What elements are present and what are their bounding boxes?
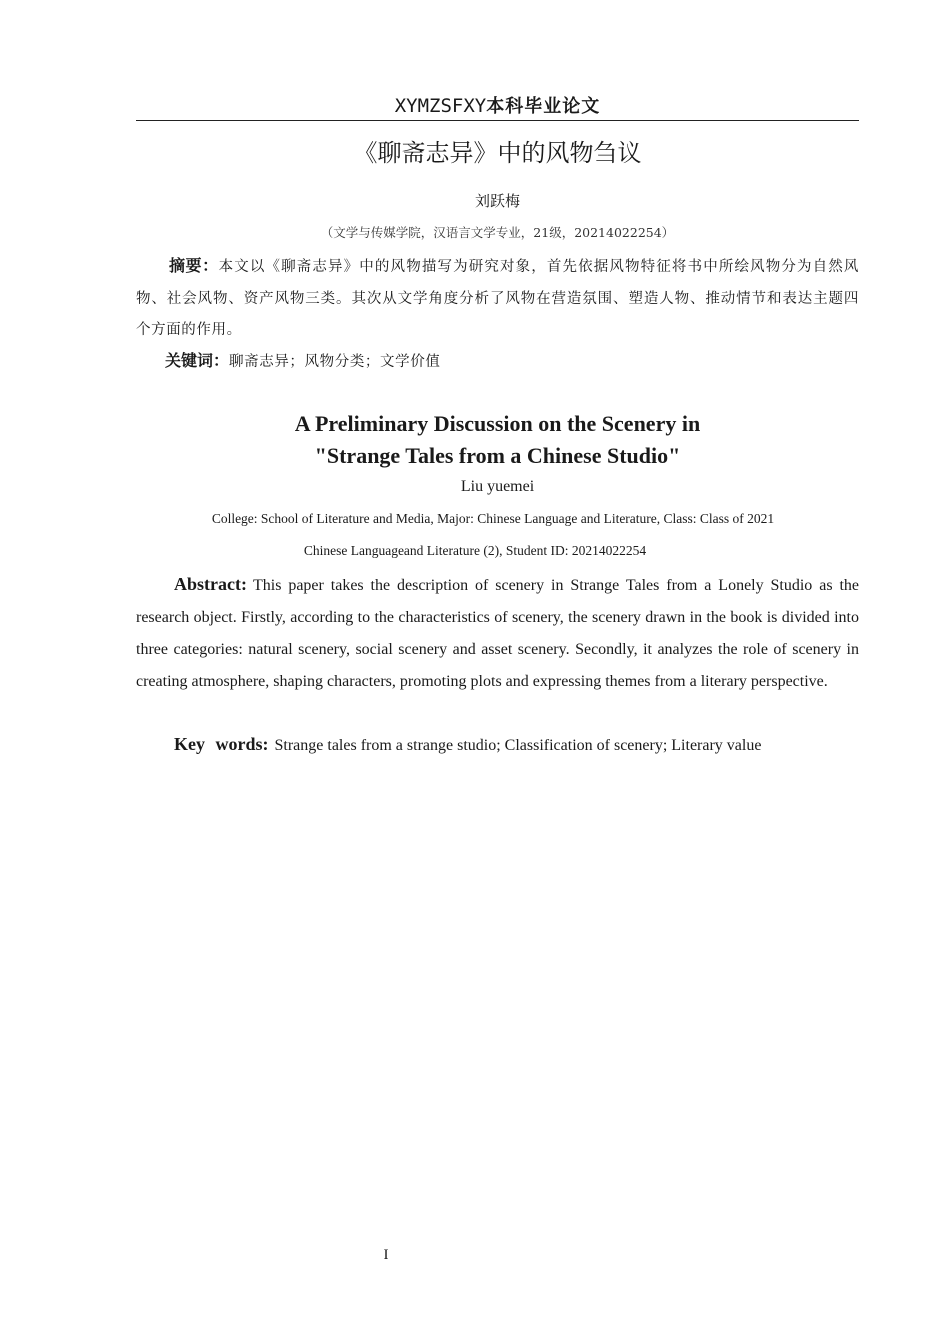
english-keywords bbox=[136, 728, 859, 762]
english-keywords-label: Key words: bbox=[174, 734, 269, 754]
chinese-keywords-text: 聊斋志异；风物分类；文学价值 bbox=[229, 354, 441, 370]
chinese-abstract bbox=[136, 250, 859, 347]
chinese-author: 刘跃梅 bbox=[474, 192, 520, 210]
english-keywords-text: Strange tales from a strange studio; Classification of scenery; Literary value bbox=[274, 737, 762, 754]
english-title-line-1: A Preliminary Discussion on the Scenery in bbox=[294, 411, 701, 436]
chinese-keywords bbox=[136, 346, 859, 377]
english-title bbox=[136, 408, 859, 472]
running-header bbox=[136, 92, 859, 121]
english-author: Liu yuemei bbox=[460, 478, 535, 495]
english-affiliation-line-1: College: School of Literature and Media, Major: Chinese Language and Literature, Class: Class of 2021 bbox=[211, 511, 775, 526]
header-thesis-label: 本科毕业论文 bbox=[486, 96, 601, 117]
english-title-line-2: "Strange Tales from a Chinese Studio" bbox=[314, 443, 681, 468]
english-abstract-text: This paper takes the description of scenery in Strange Tales from a Lonely Studio as the research object. Firstly, according to the characteristics of scenery, the scenery drawn in the book is divided into three categories: natural scenery, social scenery and asset scenery. Secondly, it analyzes the role of scenery in creating atmosphere, shaping characters, promoting plots and expressing themes from a literary perspective. bbox=[136, 577, 859, 690]
english-abstract-label: Abstract: bbox=[174, 574, 247, 594]
chinese-keywords-label: 关键词： bbox=[165, 351, 230, 370]
page-number: I bbox=[383, 1247, 389, 1263]
header-code: XYMZSFXY bbox=[394, 95, 487, 117]
chinese-abstract-label: 摘要： bbox=[169, 256, 219, 275]
english-abstract bbox=[136, 568, 859, 698]
chinese-title: 《聊斋志异》中的风物刍议 bbox=[353, 139, 642, 167]
chinese-abstract-text: 本文以《聊斋志异》中的风物描写为研究对象，首先依据风物特征将书中所绘风物分为自然风物、社会风物、资产风物三类。其次从文学角度分析了风物在营造氛围、塑造人物、推动情节和表达主题四个方面的作用。 bbox=[136, 259, 859, 338]
english-affiliation-line-2: Chinese Languageand Literature (2), Student ID: 20214022254 bbox=[303, 543, 647, 558]
chinese-affiliation: （文学与传媒学院，汉语言文学专业，21级，20214022254） bbox=[320, 225, 675, 240]
